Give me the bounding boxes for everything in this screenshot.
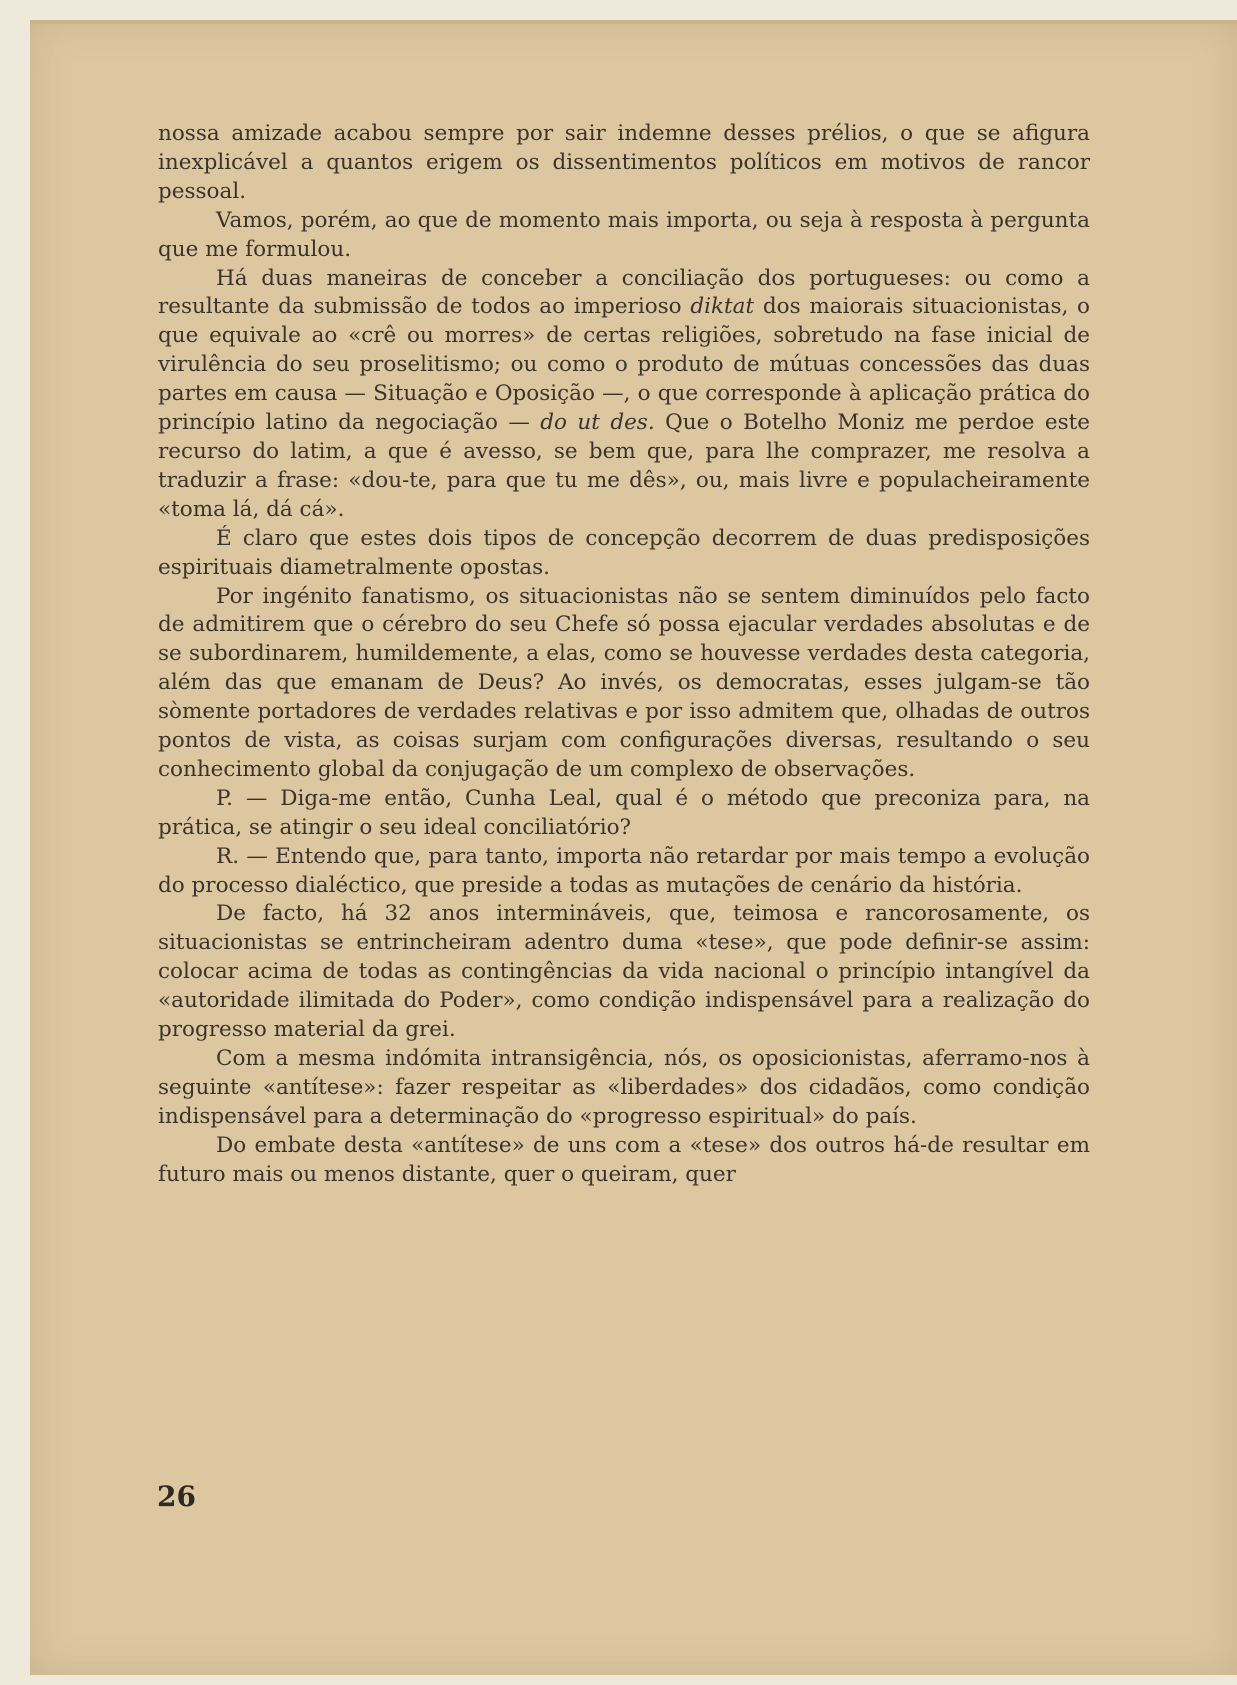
- paragraph-3: [158, 265, 1090, 525]
- paragraph-8: De facto, há 32 anos intermináveis, que, teimosa e rancorosamente, os situacionistas se entrincheiram adentro duma «tese», que pode definir-se assim: colocar acima de todas as contingências da vida nacional o princípio intangível da «autoridade ilimitada do Poder», como condição indispensável para a realização do progresso material da grei.: [158, 901, 1090, 1043]
- paragraph-6-question: P. — Diga-me então, Cunha Leal, qual é o método que preconiza para, na prática, se atingir o seu ideal conciliatório?: [158, 785, 1090, 840]
- paragraph-5: Por ingénito fanatismo, os situacionistas não se sentem diminuídos pelo facto de admitirem que o cérebro do seu Chefe só possa ejacular verdades absolutas e de se subordinarem, humildemente, a elas, como se houvesse verdades desta categoria, além das que emanam de Deus? Ao invés, os democratas, esses julgam-se tão sòmente portadores de verdades relativas e por isso admitem que, olhadas de outros pontos de vista, as coisas surjam com configurações diversas, resultando o seu conhecimento global da conjugação de um complexo de observações.: [158, 583, 1090, 782]
- paragraph-3-part-1: Há duas maneiras de conceber a conciliação dos portugueses: ou como a resultante da submissão de todos ao imperioso: [158, 265, 1090, 320]
- book-page: [30, 20, 1237, 1675]
- paragraph-10: Do embate desta «antítese» de uns com a «tese» dos outros há-de resultar em futuro mais ou menos distante, quer o queiram, quer: [158, 1132, 1090, 1187]
- paragraph-7-answer: R. — Entendo que, para tanto, importa não retardar por mais tempo a evolução do processo dialéctico, que preside a todas as mutações de cenário da história.: [158, 843, 1090, 898]
- page-number: 26: [157, 1480, 196, 1513]
- paragraph-2: Vamos, porém, ao que de momento mais importa, ou seja à resposta à pergunta que me formulou.: [158, 207, 1090, 262]
- paragraph-4: É claro que estes dois tipos de concepção decorrem de duas predisposições espirituais diametralmente opostas.: [158, 525, 1090, 580]
- body-text: [158, 120, 1090, 1190]
- paragraph-3-italic-do-ut-des: do ut des.: [540, 410, 655, 436]
- paragraph-9: Com a mesma indómita intransigência, nós, os oposicionistas, aferramo-nos à seguinte «antítese»: fazer respeitar as «liberdades» dos cidadãos, como condição indispensável para a determinação do «progresso espiritual» do país.: [158, 1046, 1090, 1129]
- paragraph-3-part-3: dos maiorais situacionistas, o que equivale ao «crê ou morres» de certas religiões, sobretudo na fase inicial de virulência do seu proselitismo; ou como o produto de mútuas concessões das duas partes em causa — Situação e Oposição —, o que corresponde à aplicação prática do princípio latino da negociação —: [158, 294, 1090, 436]
- paragraph-1: nossa amizade acabou sempre por sair indemne desses prélios, o que se afigura inexplicável a quantos erigem os dissentimentos políticos em motivos de rancor pessoal.: [158, 121, 1090, 204]
- paragraph-3-part-5: Que o Botelho Moniz me perdoe este recurso do latim, a que é avesso, se bem que, para lhe comprazer, me resolva a traduzir a frase: «dou-te, para que tu me dês», ou, mais livre e populacheiramente «toma lá, dá cá».: [158, 410, 1090, 522]
- paragraph-3-italic-diktat: diktat: [690, 294, 755, 320]
